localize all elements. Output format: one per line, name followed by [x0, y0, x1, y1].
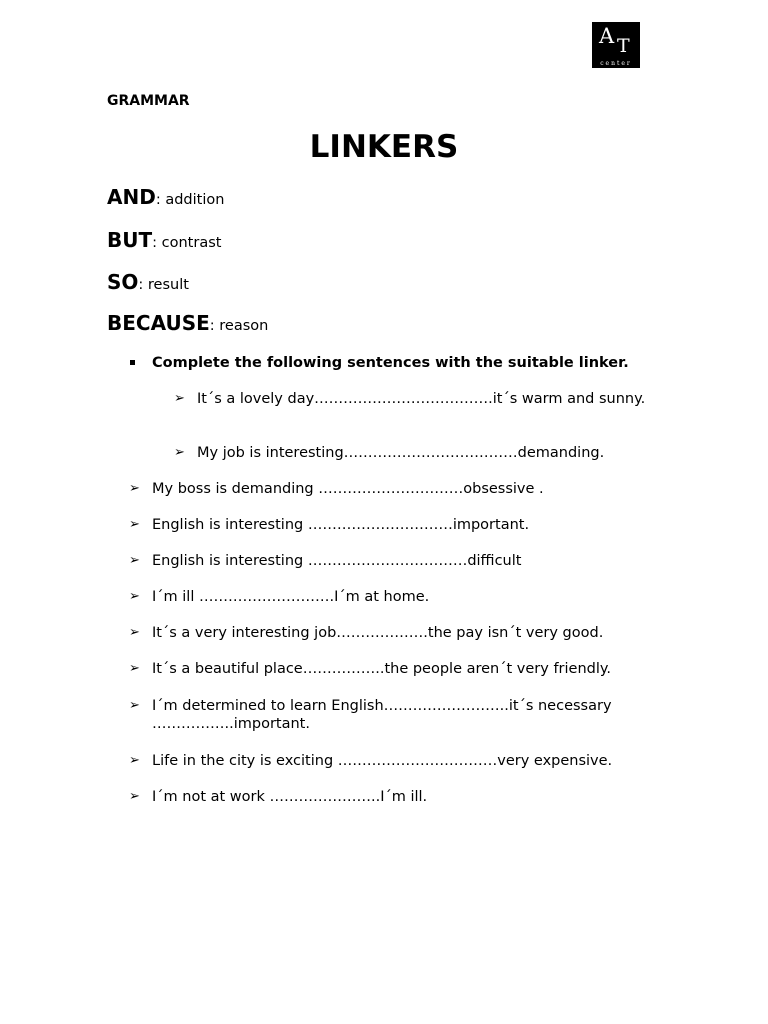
exercise-item	[197, 444, 667, 462]
exercise-item-text: English is interesting ……………………………difficult	[152, 553, 522, 569]
definition-meaning: : addition	[155, 192, 225, 208]
logo-letter-a: A	[599, 24, 615, 48]
exercise-item-text: It´s a lovely day……………………………….it´s warm and sunny.	[197, 391, 646, 407]
definition-term: BUT	[107, 228, 153, 252]
definition-meaning: : result	[138, 277, 189, 293]
arrow-bullet-icon: ➢	[129, 517, 140, 532]
arrow-bullet-icon: ➢	[129, 789, 140, 804]
arrow-bullet-icon: ➢	[129, 753, 140, 768]
exercise-item-text: I´m determined to learn English……………………..it´s necessary ……………..important.	[152, 698, 612, 732]
at-center-logo	[592, 22, 640, 68]
section-label: GRAMMAR	[107, 93, 190, 109]
definition-term: BECAUSE	[107, 311, 210, 335]
arrow-bullet-icon: ➢	[129, 481, 140, 496]
definition-term: AND	[107, 185, 156, 209]
exercise-item	[152, 660, 662, 678]
exercise-item	[152, 480, 652, 498]
exercise-item	[152, 588, 652, 606]
arrow-bullet-icon: ➢	[129, 661, 140, 676]
exercise-item	[152, 516, 652, 534]
exercise-item-text: My boss is demanding …………………………obsessive .	[152, 481, 544, 497]
arrow-bullet-icon: ➢	[129, 625, 140, 640]
exercise-item-text: English is interesting …………………………important.	[152, 517, 530, 533]
arrow-bullet-icon: ➢	[129, 553, 140, 568]
definition-and	[107, 185, 224, 212]
exercise-item-text: It´s a very interesting job……………….the pay isn´t very good.	[152, 625, 604, 641]
exercise-item	[152, 788, 652, 806]
arrow-bullet-icon: ➢	[174, 445, 185, 460]
arrow-bullet-icon: ➢	[129, 698, 140, 713]
exercise-item	[152, 624, 662, 642]
exercise-item	[197, 390, 647, 408]
definition-meaning: : contrast	[152, 235, 222, 251]
exercise-item-text: I´m not at work …………………..I´m ill.	[152, 789, 428, 805]
exercise-item	[152, 552, 652, 570]
exercise-item-text: It´s a beautiful place……………..the people aren´t very friendly.	[152, 661, 612, 677]
arrow-bullet-icon: ➢	[174, 391, 185, 406]
exercise-item-text: I´m ill ……………………….I´m at home.	[152, 589, 430, 605]
logo-caption: center	[600, 60, 632, 67]
exercise-item-text: Life in the city is exciting ……………………………very expensive.	[152, 753, 613, 769]
logo-letter-t: T	[617, 35, 630, 57]
definition-term: SO	[107, 270, 139, 294]
definition-because	[107, 311, 268, 338]
exercise-item	[152, 697, 652, 733]
definition-but	[107, 228, 221, 255]
exercise-instruction: Complete the following sentences with the suitable linker.	[152, 355, 629, 371]
square-bullet-icon	[130, 360, 135, 365]
definition-so	[107, 270, 189, 297]
exercise-item-text: My job is interesting………………………………demanding.	[197, 445, 605, 461]
exercise-item	[152, 752, 662, 770]
page-title: LINKERS	[309, 129, 459, 165]
definition-meaning: : reason	[209, 318, 269, 334]
arrow-bullet-icon: ➢	[129, 589, 140, 604]
